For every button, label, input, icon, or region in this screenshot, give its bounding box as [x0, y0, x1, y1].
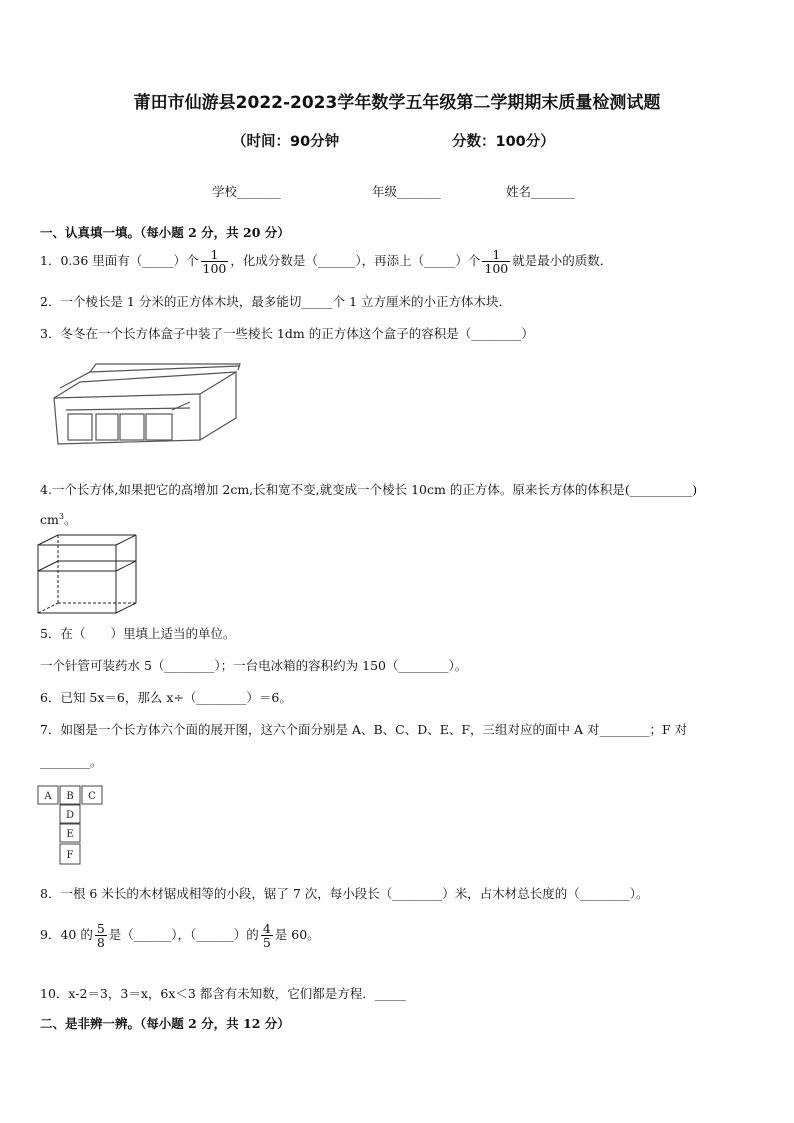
question-8: 8．一根 6 米长的木材锯成相等的小段，锯了 7 次，每小段长（________）米，占木材总长度的（________）。	[40, 886, 649, 901]
question-1: 1．0.36 里面有（_____）个 $\frac{1}{100}$ ，化成分数是（______），再添上（_____）个 $\frac{1}{100}$ 就是最小的质数．	[40, 247, 613, 277]
question-5-detail: 一个针管可装药水 5（________）；一台电冰箱的容积约为 150（________）。	[40, 658, 468, 673]
fraction: $\frac{4}{5}$	[262, 921, 271, 951]
net-face-e: E	[66, 829, 74, 840]
question-3: 3．冬冬在一个长方体盒子中装了一些棱长 1dm 的正方体这个盒子的容积是（________）	[40, 326, 534, 341]
exam-score: 分数：100分）	[452, 134, 555, 150]
exam-time: （时间：90分钟	[232, 134, 340, 150]
name-field: 姓名_______	[506, 184, 575, 199]
question-4-unit: $cm^3$。	[40, 511, 77, 527]
net-figure	[36, 784, 106, 868]
question-5: 5．在（ ）里填上适当的单位。	[40, 626, 236, 641]
question-2: 2．一个棱长是 1 分米的正方体木块，最多能切_____个 1 立方厘米的小正方体木块．	[40, 294, 512, 309]
section-heading-2: 二、是非辨一辨。（每小题 2 分，共 12 分）	[40, 1016, 290, 1031]
question-4: 4.一个长方体,如果把它的高增加 2cm,长和宽不变,就变成一个棱长 10cm 的正方体。原来长方体的体积是(__________)	[40, 482, 698, 497]
question-9: 9．40 的 $\frac{5}{8}$ 是（______），（______）的 $\frac{4}{5}$ 是 60。	[40, 921, 320, 951]
section-heading-1: 一、认真填一填。（每小题 2 分，共 20 分）	[40, 225, 290, 240]
net-face-c: C	[88, 791, 96, 802]
question-7-cont: ________。	[40, 754, 103, 769]
fraction: $\frac{1}{100}$	[484, 247, 509, 277]
question-10: 10．x-2＝3，3＝x，6x＜3 都含有未知数，它们都是方程．_____	[40, 986, 407, 1001]
net-face-f: F	[66, 850, 74, 861]
question-6: 6．已知 5x＝6，那么 x÷（________）＝6。	[40, 690, 292, 705]
box-figure	[40, 358, 246, 452]
net-face-d: D	[65, 810, 75, 821]
page-title: 莆田市仙游县2022-2023学年数学五年级第二学期期末质量检测试题	[133, 93, 661, 113]
net-face-a: A	[44, 791, 52, 802]
question-7: 7．如图是一个长方体六个面的展开图，这六个面分别是 A、B、C、D、E、F，三组对应的面中 A 对________；F 对	[40, 722, 688, 737]
school-field: 学校_______	[212, 184, 281, 199]
net-face-b: B	[66, 791, 74, 802]
cuboid-figure	[36, 533, 142, 615]
grade-field: 年级_______	[372, 184, 441, 199]
fraction: $\frac{5}{8}$	[96, 921, 105, 951]
fraction: $\frac{1}{100}$	[202, 247, 227, 277]
